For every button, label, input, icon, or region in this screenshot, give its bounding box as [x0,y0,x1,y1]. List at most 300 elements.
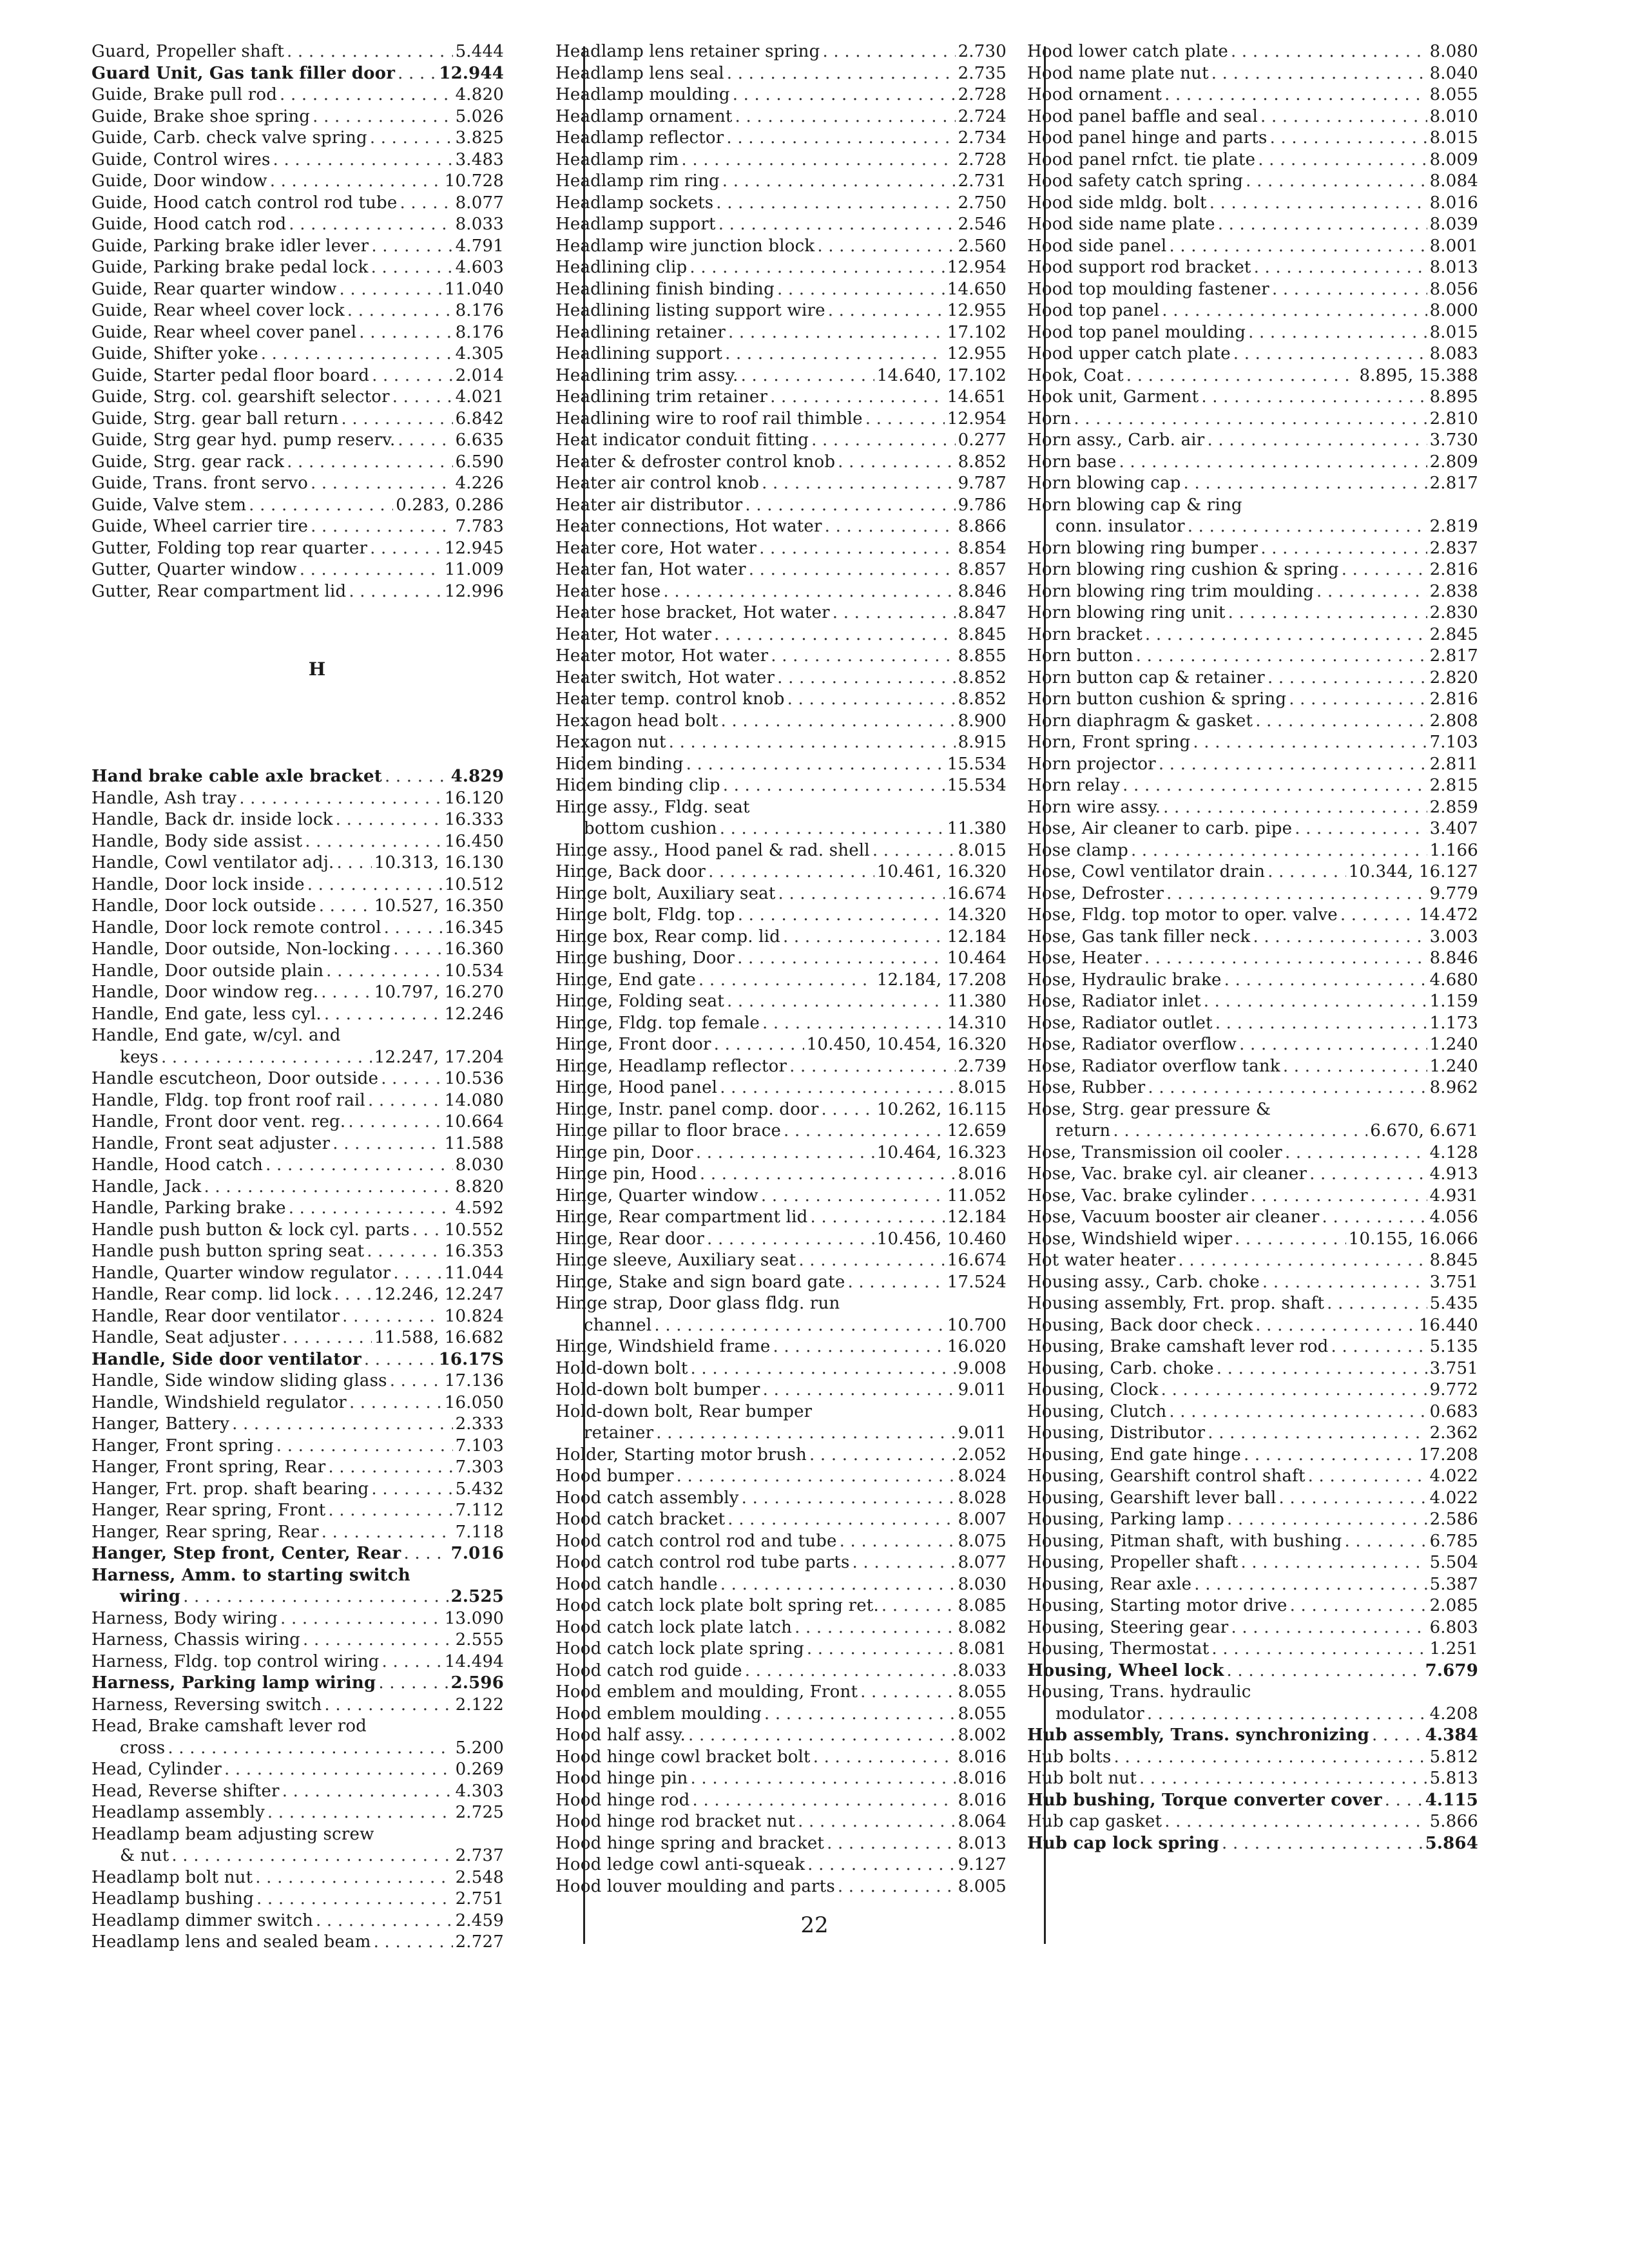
entry-page-ref: 1.166 [1429,840,1478,860]
entry-name: Handle, Back dr. inside lock [92,810,333,829]
entry-page-ref: 5.200 [455,1738,504,1758]
entry-page-ref: 3.730 [1429,430,1478,450]
entry-page-ref: 12.184, 17.208 [876,970,1007,990]
dot-leader [1204,991,1427,1013]
index-entry [555,1876,1007,1898]
dot-leader [707,1229,874,1251]
index-entry [92,343,504,365]
dot-leader [342,408,453,430]
dot-leader [1309,1164,1427,1186]
entry-name: Hub cap lock spring [1027,1833,1220,1853]
entry-name: Hood side panel [1027,236,1167,256]
index-entry [1027,84,1478,106]
entry-name: Handle, Body side assist [92,831,303,851]
entry-name: Headlamp rim [555,149,679,169]
entry-name: Housing, Brake camshaft lever rod [1027,1337,1329,1356]
entry-page-ref: 8.962 [1429,1078,1478,1097]
entry-name: Hanger, Frt. prop. shaft bearing [92,1479,369,1499]
entry-name: Guard, Propeller shaft [92,42,284,61]
index-entry [92,106,504,128]
entry-page-ref: 2.596 [450,1673,504,1693]
entry-page-ref: 8.056 [1429,279,1478,299]
index-entry [1027,797,1478,819]
index-entry [555,1725,1007,1747]
entry-name: Hose, Cowl ventilator drain [1027,862,1266,881]
entry-page-ref: 8.900 [958,711,1007,731]
index-entry [92,1241,504,1263]
entry-page-ref: 0.277 [958,430,1007,450]
entry-name: Hinge, Rear compartment lid [555,1207,808,1227]
entry-name: Head, Reverse shifter [92,1781,280,1801]
entry-page-ref: 7.103 [455,1436,504,1456]
entry-name: Hood catch lock plate bolt spring ret. [555,1596,879,1615]
entry-name: Hook unit, Garment [1027,387,1199,407]
entry-name: Horn projector [1027,754,1156,774]
index-entry [555,1811,1007,1833]
dot-leader [289,214,452,236]
entry-name: Hose, Strg. gear pressure & [1027,1099,1271,1119]
index-entry [555,1639,1007,1660]
entry-name: Handle, Door outside, Non-locking [92,939,391,959]
index-entry [1027,516,1478,538]
index-entry [92,236,504,258]
index-entry [92,365,504,387]
entry-name: Horn button cap & retainer [1027,668,1265,687]
entry-page-ref: 12.944 [439,63,504,83]
dot-leader [1215,1013,1427,1035]
entry-page-ref: 10.552 [444,1220,504,1240]
dot-leader [1372,1725,1423,1747]
entry-page-ref: 11.040 [444,279,504,299]
index-entry [92,1781,504,1803]
entry-page-ref: 8.015 [1429,322,1478,342]
entry-name: Guide, Carb. check valve spring [92,128,367,148]
dot-leader [718,214,956,236]
dot-leader [787,689,956,711]
dot-leader [390,1370,442,1392]
dot-leader [813,1747,956,1769]
entries-h-continued [1027,41,1478,1854]
dot-leader [770,387,945,408]
dot-leader [763,1379,956,1401]
index-entry [1027,63,1478,85]
index-entry [1027,1574,1478,1596]
index-entry [92,1284,504,1306]
entry-name: Hose, Radiator outlet [1027,1013,1213,1033]
index-entry [1027,387,1478,408]
entry-name: Headlamp lens seal [555,63,724,83]
entry-page-ref: 2.750 [958,193,1007,213]
entry-name: Hose, Transmission oil cooler [1027,1142,1282,1162]
index-entry [555,343,1007,365]
entry-name: Guide, Valve stem [92,495,247,515]
index-entry [555,1164,1007,1186]
entry-page-ref: 2.739 [958,1056,1007,1076]
entry-name: Headlining trim retainer [555,387,768,407]
entry-name: Harness, Chassis wiring [92,1630,301,1649]
dot-leader [688,1725,956,1747]
index-entry [555,1574,1007,1596]
index-entry [92,1845,504,1867]
dot-leader [398,63,436,85]
entry-page-ref: 8.000 [1429,301,1478,320]
entry-name: Housing, Back door check [1027,1315,1253,1335]
entry-page-ref: 2.555 [455,1630,504,1649]
dot-leader [392,387,453,408]
dot-leader [328,1500,452,1522]
entry-name: Hood hinge rod [555,1790,690,1810]
entry-page-ref: 11.588 [444,1133,504,1153]
entry-name: Heater hose bracket, Hot water [555,603,830,622]
entry-name: Headlining retainer [555,322,726,342]
dot-leader [681,149,955,171]
index-entry [555,128,1007,149]
index-entry [1027,128,1478,149]
entry-page-ref: 10.313, 16.130 [374,853,504,872]
index-column-2 [555,41,1007,1898]
dot-leader [833,602,956,624]
entry-page-ref: 7.118 [455,1522,504,1542]
entry-name: Headlamp dimmer switch [92,1910,313,1930]
entry-name: Heater, Hot water [555,624,711,644]
index-entry [92,1349,504,1371]
dot-leader [762,1013,945,1035]
entry-name: Harness, Body wiring [92,1608,278,1628]
entry-name: Harness, Reversing switch [92,1695,322,1715]
dot-leader [1169,1401,1427,1423]
dot-leader [161,1047,372,1069]
dot-leader [720,1077,955,1099]
entry-name: Horn button [1027,646,1133,666]
dot-leader [1144,948,1427,970]
index-entry [92,1327,504,1349]
entry-name: Hood side mldg. bolt [1027,193,1207,213]
dot-leader [1246,171,1427,193]
entry-page-ref: 11.009 [444,560,504,579]
entry-name: Guide, Rear quarter window [92,279,337,299]
entry-page-ref: 2.809 [1429,452,1478,472]
entry-page-ref: 12.955 [947,301,1007,320]
dot-leader [1327,1293,1427,1315]
entry-page-ref: 4.021 [455,387,504,407]
dot-leader [852,1552,955,1574]
dot-leader [1074,408,1427,430]
entry-name: Headlining listing support wire [555,301,825,320]
entry-name: Hose, Defroster [1027,883,1164,903]
entry-page-ref: 2.728 [958,149,1007,169]
entry-page-ref: 12.246 [444,1004,504,1024]
index-entry [92,1306,504,1328]
entry-name: Hanger, Front spring, Rear [92,1457,326,1477]
index-entry [1027,1531,1478,1553]
dot-leader [840,1531,956,1553]
dot-leader [270,171,442,193]
index-entry [1027,257,1478,279]
index-entry [92,538,504,560]
dot-leader [1126,365,1357,387]
entry-page-ref: 0.683 [1429,1401,1478,1421]
entry-page-ref: 10.464, 16.323 [876,1142,1007,1162]
dot-leader [1224,970,1427,992]
dot-leader [699,970,874,992]
index-entry [92,214,504,236]
entry-page-ref: 13.090 [444,1608,504,1628]
entry-name: Housing, Thermostat [1027,1639,1210,1658]
dot-leader [336,852,371,874]
entry-page-ref: 14.080 [444,1090,504,1110]
index-entry [1027,300,1478,322]
entry-name: Headlamp support [555,215,716,234]
index-entry [92,1608,504,1630]
index-entry [1027,624,1478,646]
index-entry [1027,732,1478,754]
dot-leader [305,831,442,853]
index-entry [555,387,1007,408]
entry-page-ref: 8.030 [958,1574,1007,1594]
dot-leader [204,1177,452,1198]
index-entry [92,387,504,408]
dot-leader [385,766,448,788]
entry-name: Hinge, End gate [555,970,696,990]
index-entry [92,1220,504,1242]
entry-name: Hexagon head bolt [555,711,718,731]
entry-page-ref: 12.996 [444,581,504,601]
dot-leader [828,300,945,322]
entry-page-ref: 5.444 [455,42,504,61]
entry-page-ref: 8.013 [1429,258,1478,277]
index-entry-continued [92,1824,504,1846]
index-entry [92,1004,504,1026]
entry-name: Hinge, Rear door [555,1229,705,1249]
dot-leader [663,581,955,603]
index-entry [1027,1833,1478,1855]
index-entry [1027,1401,1478,1423]
index-entry [92,1738,504,1760]
entry-page-ref: 10.527, 16.350 [374,896,504,916]
index-entry [555,624,1007,646]
entry-name: Hood catch control rod and tube [555,1531,837,1551]
entry-name: Handle, Windshield regulator [92,1392,347,1412]
dot-leader [872,840,956,862]
dot-leader [1211,63,1427,85]
entry-name: Heater motor, Hot water [555,646,769,666]
entry-page-ref: 2.362 [1429,1423,1478,1443]
entry-name: Headlamp ornament [555,106,733,126]
index-entry [92,1457,504,1479]
index-entry [1027,452,1478,474]
dot-leader [168,1738,452,1760]
entry-page-ref: 16.353 [444,1242,504,1261]
entry-name: Hub cap gasket [1027,1812,1162,1831]
entry-page-ref: 10.536 [444,1069,504,1088]
entry-name: Guide, Strg. gear rack [92,452,285,472]
entry-page-ref: 2.810 [1429,408,1478,428]
entry-page-ref: 8.007 [958,1510,1007,1529]
index-entry [1027,905,1478,927]
entry-page-ref: 8.016 [1429,193,1478,213]
entry-page-ref: 2.811 [1429,754,1478,774]
dot-leader [371,257,453,279]
dot-leader [1268,668,1427,689]
entry-page-ref: 4.931 [1429,1186,1478,1206]
dot-leader [232,1414,453,1436]
entry-name: Hood half assy. [555,1725,686,1745]
entry-name: Guide, Parking brake idler lever [92,236,369,256]
index-entry [92,1068,504,1090]
entry-page-ref: 8.055 [958,1704,1007,1724]
dot-leader [811,1207,945,1229]
entry-name: keys [120,1047,159,1067]
index-entry [555,1229,1007,1251]
entry-name: Horn relay [1027,776,1121,795]
entry-name: Handle, Front door vent. reg. [92,1112,346,1131]
entry-page-ref: 8.010 [1429,106,1478,126]
index-entry [92,516,504,538]
entry-name: modulator [1055,1704,1144,1724]
entry-name: Headlamp lens retainer spring [555,42,820,61]
entry-name: Horn blowing ring bumper [1027,538,1258,558]
dot-leader [324,1695,452,1716]
dot-leader [342,1306,442,1328]
entry-page-ref: 8.015 [958,1078,1007,1097]
index-entry [1027,948,1478,970]
dot-leader [1268,861,1346,883]
index-entry [555,646,1007,668]
index-entry [1027,581,1478,603]
entry-name: Hood hinge cowl bracket bolt [555,1747,811,1767]
entry-name: Heat indicator conduit fitting [555,430,809,450]
entry-name: Guide, Rear wheel cover lock [92,301,345,320]
dot-leader [1248,322,1427,344]
entry-page-ref: 5.387 [1429,1574,1478,1594]
index-entry [555,193,1007,215]
index-entry [1027,1466,1478,1488]
index-entry [92,1673,504,1695]
entry-page-ref: 2.546 [958,215,1007,234]
entry-name: Guide, Control wires [92,149,271,169]
entry-page-ref: 8.083 [1429,344,1478,363]
entry-page-ref: 2.728 [958,85,1007,104]
index-entry [92,63,504,85]
dot-leader [811,430,955,452]
entry-name: conn. insulator [1055,517,1185,536]
entry-name: Headlamp sockets [555,193,714,213]
index-entry [1027,689,1478,711]
index-entry [555,927,1007,948]
dot-leader [725,343,945,365]
dot-leader [722,171,956,193]
entry-name: Horn [1027,408,1072,428]
entry-name: Gutter, Folding top rear quarter [92,538,368,558]
entry-name: Hose, Radiator inlet [1027,992,1201,1011]
index-entry [92,788,504,810]
entry-page-ref: 8.845 [1429,1251,1478,1270]
entry-name: & nut [120,1846,169,1865]
entry-name: Heater air distributor [555,495,743,515]
index-entry [92,559,504,581]
index-entry [555,1099,1007,1121]
index-entry [555,1056,1007,1078]
entry-page-ref: 8.857 [958,560,1007,579]
entry-page-ref: 4.022 [1429,1466,1478,1486]
entry-name: Hinge bolt, Auxiliary seat [555,883,776,903]
entry-page-ref: 2.122 [455,1695,504,1715]
dot-leader [1231,41,1427,63]
dot-leader [1218,214,1427,236]
entry-name: Headlining trim assy. [555,365,738,385]
entry-name: Hinge, Hood panel [555,1078,718,1097]
dot-leader [359,322,452,344]
entry-page-ref: 4.056 [1429,1207,1478,1227]
entry-name: Guide, Shifter yoke [92,344,258,363]
entry-page-ref: 14.320 [947,905,1007,925]
entry-page-ref: 4.680 [1429,970,1478,990]
entry-name: Housing, End gate hinge [1027,1445,1241,1465]
entry-page-ref: 3.407 [1429,819,1478,838]
dot-leader [714,624,956,646]
entry-page-ref: 12.247, 17.204 [374,1047,504,1067]
entry-name: Heater air control knob [555,474,760,493]
entry-page-ref: 1.240 [1429,1056,1478,1076]
entry-page-ref: 6.635 [455,430,504,450]
index-entry [555,300,1007,322]
index-entry [92,171,504,193]
index-entry [555,1358,1007,1380]
dot-leader [313,106,452,128]
entry-name: Horn blowing ring cushion & spring [1027,560,1339,579]
entry-page-ref: 10.344, 16.127 [1348,862,1478,881]
entry-name: Horn blowing ring trim moulding [1027,581,1315,601]
entry-name: Handle, Door lock inside [92,874,305,894]
dot-leader [1227,1660,1423,1682]
index-entry [555,430,1007,452]
entry-name: Hood catch lock plate spring [555,1639,804,1658]
entry-page-ref: 2.845 [1429,624,1478,644]
index-entry [92,322,504,344]
entry-page-ref: 8.852 [958,668,1007,687]
entry-name: Housing, Parking lamp [1027,1510,1224,1529]
entry-name: Handle, Parking brake [92,1198,286,1218]
entry-page-ref: 8.854 [958,538,1007,558]
entry-page-ref: 0.269 [455,1760,504,1779]
dot-leader [789,1056,955,1078]
index-entry [555,106,1007,128]
entry-name: Headlamp lens and sealed beam [92,1932,371,1952]
entry-page-ref: 16.440 [1418,1315,1478,1335]
index-entry [555,365,1007,387]
entry-page-ref: 5.504 [1429,1553,1478,1572]
entry-page-ref: 9.779 [1429,883,1478,903]
dot-leader [691,1768,956,1790]
entry-name: Heater core, Hot water [555,538,757,558]
entry-page-ref: 8.028 [958,1488,1007,1508]
entry-name: Hanger, Battery [92,1414,230,1434]
entry-page-ref: 2.820 [1429,668,1478,687]
entry-page-ref: 4.913 [1429,1164,1478,1184]
entry-name: Guide, Strg gear hyd. pump reserv. [92,430,396,450]
index-entry [1027,1660,1478,1682]
entry-name: Hub bolts [1027,1747,1112,1767]
entry-name: Housing, Steering gear [1027,1617,1229,1637]
entry-page-ref: 16.360 [444,939,504,959]
entry-page-ref: 5.026 [455,106,504,126]
dot-leader [1148,1077,1427,1099]
entry-page-ref: 9.127 [958,1855,1007,1874]
index-entry [555,1013,1007,1035]
dot-leader [1342,559,1427,581]
entry-name: Handle, Front seat adjuster [92,1133,331,1153]
index-entry [92,896,504,918]
